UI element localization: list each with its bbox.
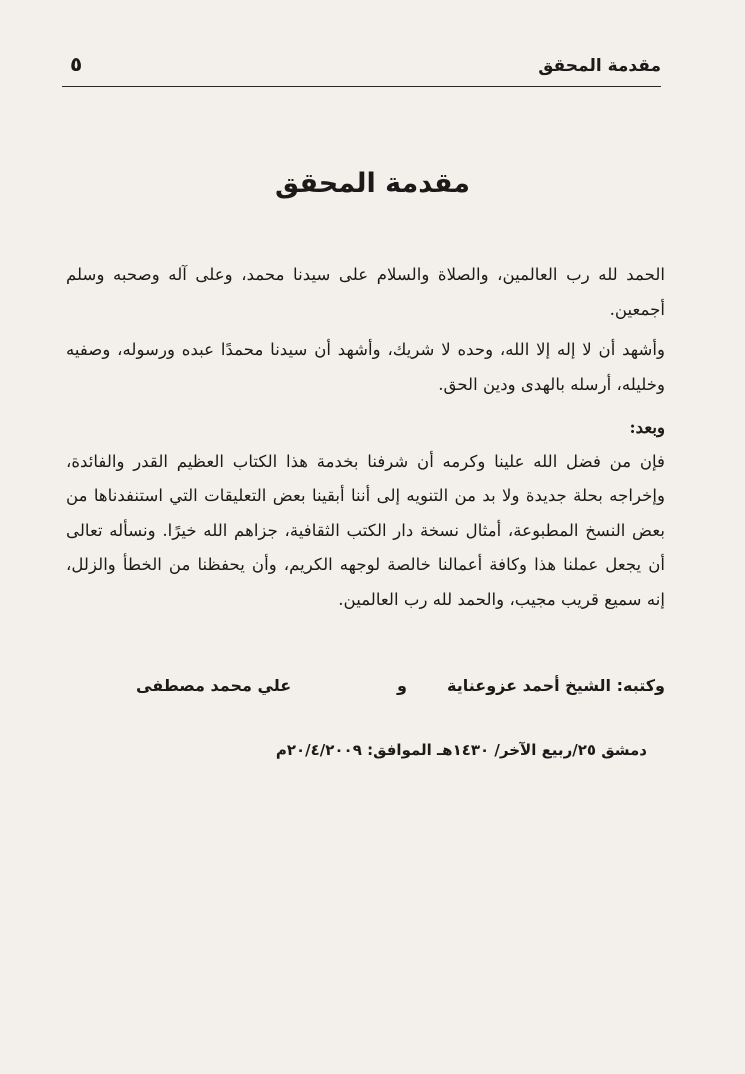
signature-second-author: علي محمد مصطفى [136,676,292,695]
body-text [66,258,665,617]
paragraph-subhead: وبعد: [629,417,665,437]
signature-line [100,676,665,706]
page-title: مقدمة المحقق [275,168,470,199]
page-header [62,52,661,87]
paragraph-praise: الحمد لله رب العالمين، والصلاة والسلام على سيدنا محمد، وعلى آله وصحبه وسلم أجمعين. [66,265,665,319]
running-title: مقدمة المحقق [538,56,661,76]
signature-author: وكتبه: الشيخ أحمد عزوعناية [447,676,665,695]
paragraph-main: فإن من فضل الله علينا وكرمه أن شرفنا بخدمة هذا الكتاب العظيم القدر والفائدة، وإخراجه بحلة جديدة ولا بد من التنويه إلى أننا أبقينا بعض التعليقات التي استنفدناها من بعض النسخ المطبوعة، أمثال نسخة دار الكتب الثقافية، جزاهم الله خيرًا. ونسأله تعالى أن يجعل عملنا هذا وكافة أعمالنا خالصة لوجهه الكريم، وأن يحفظنا من الخطأ والزلل، إنه سميع قريب مجيب، والحمد لله رب العالمين. [66,451,665,609]
page-number: ٥ [70,52,83,76]
date-line: دمشق ٢٥/ربيع الآخر/ ١٤٣٠هـ الموافق: ٢٠/٤/٢٠٠٩م [275,741,647,759]
signature-conjunction: و [397,676,407,695]
paragraph-testimony: وأشهد أن لا إله إلا الله، وحده لا شريك، وأشهد أن سيدنا محمدًا عبده ورسوله، وصفيه وخليله، أرسله بالهدى ودين الحق. [66,340,665,394]
